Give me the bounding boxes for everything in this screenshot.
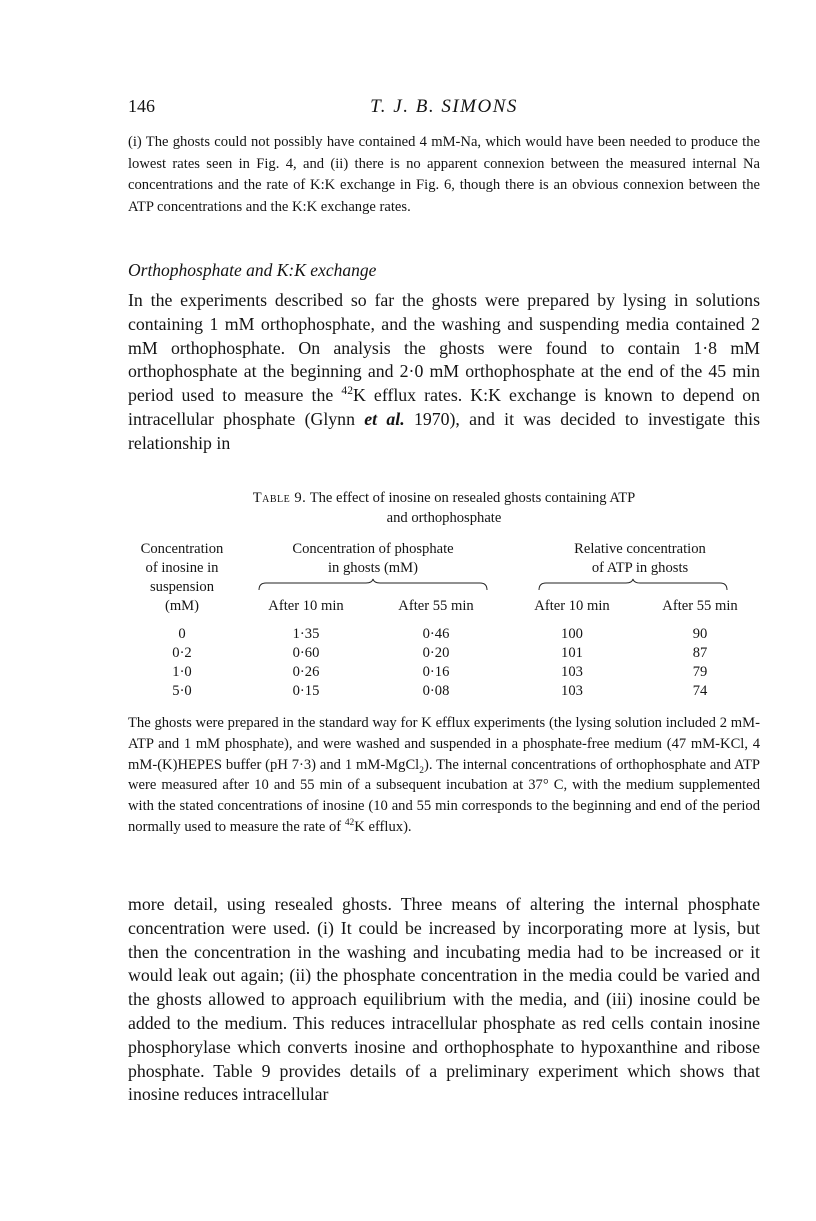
cell-inosine: 1·0 bbox=[172, 664, 192, 680]
p1-text-b: K efflux rates. K:K exchange is known to depend on intracellular phosphate (Glynn bbox=[128, 385, 760, 429]
table-caption-line1: The effect of inosine on resealed ghosts containing ATP bbox=[306, 490, 636, 506]
cell-phosphate-55: 0·08 bbox=[422, 683, 450, 699]
subheader-atp-55: After 55 min bbox=[662, 598, 738, 614]
subheader-phosphate-55: After 55 min bbox=[398, 598, 474, 614]
cell-phosphate-10: 0·26 bbox=[292, 664, 320, 680]
note-text-a: The ghosts were prepared in the standard way for K efflux experiments (the lysing solution included 2 mM-ATP and 1 mM phosphate), and were washed and suspended in a phosphate-free medium (47 mM-KCl, 4 mM-(K)HEPES buffer (pH 7·3) and 1 mM-MgCl bbox=[128, 715, 760, 773]
group-header-line: Concentration of phosphate bbox=[292, 541, 454, 557]
cell-phosphate-55: 0·16 bbox=[422, 664, 450, 680]
p1-text-c: 1970), and it was decided to investigate this relationship in bbox=[128, 408, 760, 453]
phosphate-group-header bbox=[253, 540, 493, 578]
col1-header-line: of inosine in bbox=[145, 560, 219, 576]
p1-superscript: 42 bbox=[341, 384, 353, 398]
cell-atp-10: 103 bbox=[561, 683, 583, 699]
note-superscript: 42 bbox=[344, 818, 355, 829]
section-heading: Orthophosphate and K:K exchange bbox=[128, 260, 377, 280]
cell-atp-10: 100 bbox=[561, 626, 583, 642]
cell-atp-55: 90 bbox=[692, 626, 708, 642]
subheader-atp-10: After 10 min bbox=[534, 598, 610, 614]
phosphate-brace-icon bbox=[258, 578, 488, 592]
note-text-c: K efflux). bbox=[354, 818, 412, 835]
body-paragraph-1 bbox=[128, 289, 760, 456]
cell-inosine: 0·2 bbox=[172, 645, 192, 661]
cell-inosine: 0 bbox=[178, 626, 186, 642]
p1-text-a: In the experiments described so far the ghosts were prepared by lysing in solutions containing 1 mM orthophosphate, and the washing and suspending media contained 2 mM orthophosphate. On analysis the ghosts were found to contain 1·8 mM orthophosphate at the beginning and 2·0 mM orthophosphate at the end of the 45 min period used to measure the bbox=[128, 290, 760, 406]
cell-atp-55: 79 bbox=[692, 664, 708, 680]
cell-phosphate-10: 0·15 bbox=[292, 683, 320, 699]
cell-atp-10: 103 bbox=[561, 664, 583, 680]
atp-brace-icon bbox=[538, 578, 728, 592]
cell-phosphate-55: 0·20 bbox=[422, 645, 450, 661]
col1-header-line: Concentration bbox=[140, 541, 224, 557]
col1-header-line: suspension bbox=[149, 579, 215, 595]
table-note bbox=[128, 713, 760, 838]
subheader-phosphate-10: After 10 min bbox=[268, 598, 344, 614]
note-text-b: ). The internal concentrations of orthophosphate and ATP were measured after 10 and 55 min of a subsequent incubation at 37° C, with the medium supplemented with the stated concentrations of inosine (10 and 55 min corresponds to the beginning and end of the period normally used to measure the rate of bbox=[128, 756, 760, 835]
cell-phosphate-55: 0·46 bbox=[422, 626, 450, 642]
body-paragraph-2: more detail, using resealed ghosts. Three means of altering the internal phosphate concentration were used. (i) It could be increased by incorporating more at lysis, but then the concentration in the washing and incubating media had to be increased or it would leak out again; (ii) the phosphate concentration in the media could be varied and the ghosts allowed to approach equilibrium with the media, and (iii) inosine could be added to the medium. This reduces intracellular phosphate as red cells contain inosine phosphorylase which converts inosine and orthophosphate to hypoxanthine and ribose phosphate. Table 9 provides details of a preliminary experiment which shows that inosine reduces intracellular bbox=[128, 894, 760, 1105]
data-table bbox=[128, 540, 760, 700]
running-head-author: T. J. B. SIMONS bbox=[370, 96, 518, 117]
cell-phosphate-10: 0·60 bbox=[292, 645, 320, 661]
cell-atp-55: 87 bbox=[692, 645, 708, 661]
intro-paragraph: (i) The ghosts could not possibly have contained 4 mM-Na, which would have been needed to produce the lowest rates seen in Fig. 4, and (ii) there is no apparent connexion between the measured internal Na concentrations and the rate of K:K exchange in Fig. 6, though there is an obvious connexion between the ATP concentrations and the K:K exchange rates. bbox=[128, 134, 760, 215]
col1-header-line: (mM) bbox=[164, 598, 200, 614]
group-header-line: of ATP in ghosts bbox=[591, 560, 689, 576]
cell-atp-55: 74 bbox=[692, 683, 708, 699]
table-label: Table 9. bbox=[252, 490, 307, 506]
page-header bbox=[128, 96, 760, 124]
col1-header bbox=[128, 540, 236, 616]
group-header-line: in ghosts (mM) bbox=[328, 560, 418, 576]
p1-et-al: et al. bbox=[364, 408, 405, 429]
page-number: 146 bbox=[128, 96, 155, 116]
note-subscript: 2 bbox=[419, 765, 424, 776]
group-header-line: Relative concentration bbox=[574, 541, 706, 557]
cell-inosine: 5·0 bbox=[172, 683, 192, 699]
cell-phosphate-10: 1·35 bbox=[292, 626, 320, 642]
cell-atp-10: 101 bbox=[561, 645, 583, 661]
atp-group-header bbox=[520, 540, 760, 578]
table-caption bbox=[128, 488, 760, 528]
table-caption-line2: and orthophosphate bbox=[386, 510, 502, 526]
